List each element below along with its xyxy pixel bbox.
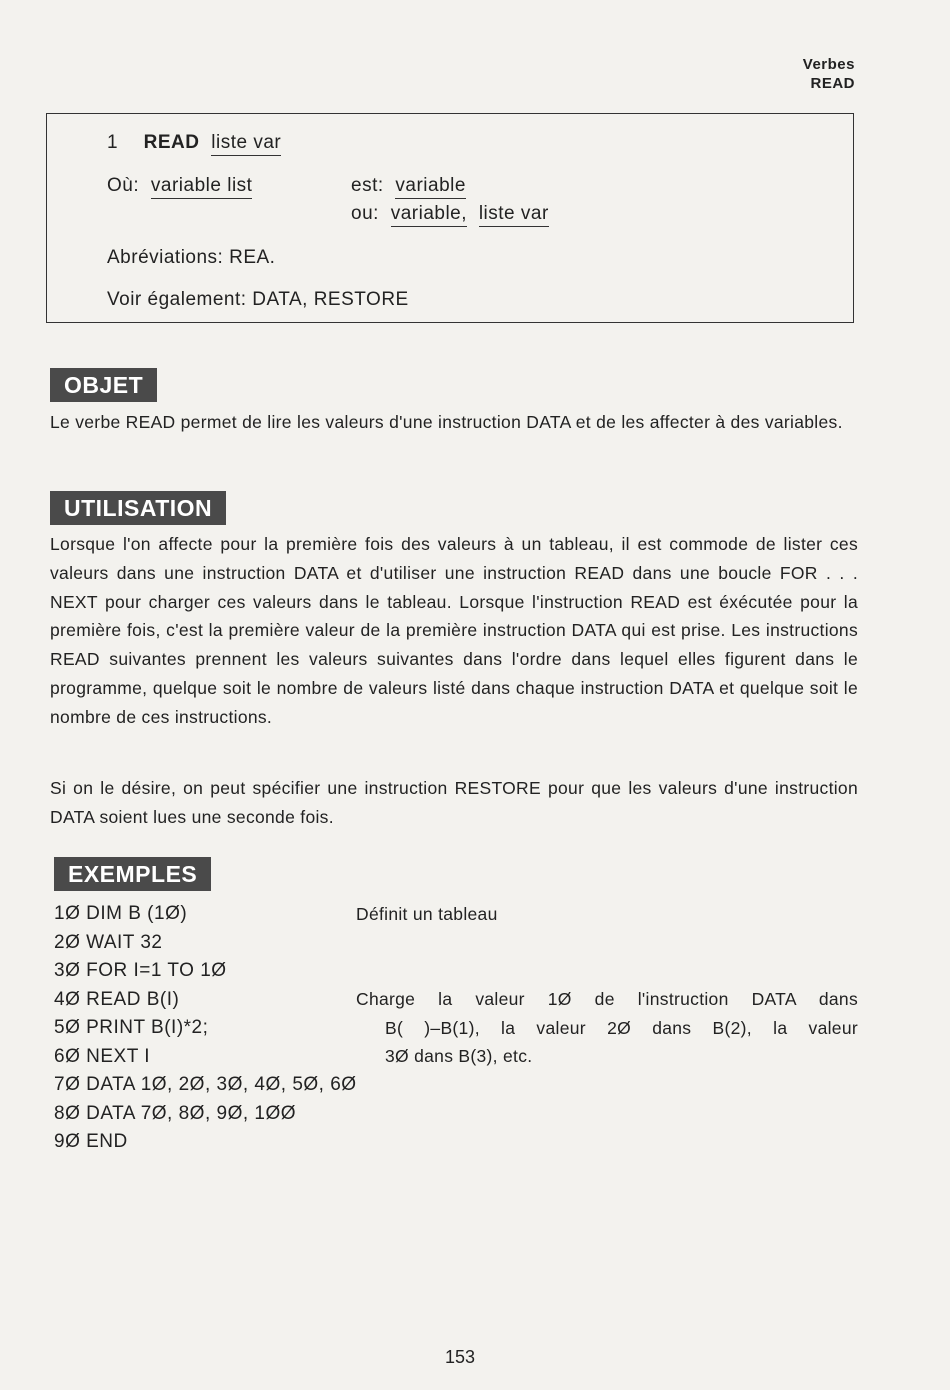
syntax-arg: liste var xyxy=(211,132,281,156)
syntax-est xyxy=(351,175,466,197)
objet-text: Le verbe READ permet de lire les valeurs d'une instruction DATA et de les affecter à des variables. xyxy=(50,412,843,432)
code-line: 4Ø READ B(I) xyxy=(54,988,180,1010)
ou-label: Où: xyxy=(107,175,140,196)
code-line: 1Ø DIM B (1Ø) xyxy=(54,903,188,924)
page-header xyxy=(803,55,855,93)
ou2-value2: liste var xyxy=(479,203,549,227)
code-line: 3Ø FOR I=1 TO 1Ø xyxy=(54,960,227,981)
syntax-keyword: READ xyxy=(143,132,200,153)
code-line: 6Ø NEXT I xyxy=(54,1045,151,1067)
code-line: 7Ø DATA 1Ø, 2Ø, 3Ø, 4Ø, 5Ø, 6Ø xyxy=(54,1074,357,1095)
abbreviations: Abréviations: REA. xyxy=(107,247,276,268)
page-number: 153 xyxy=(444,1347,476,1367)
ou2-value1: variable, xyxy=(391,203,467,227)
utilisation-heading: UTILISATION xyxy=(50,491,226,525)
syntax-ou2 xyxy=(351,203,549,225)
utilisation-paragraph-1: Lorsque l'on affecte pour la première fois des valeurs à un tableau, il est commode de lister ces valeurs dans une instruction DATA et d'utiliser une instruction READ dans une boucle FOR . . . NEXT pour charger ces valeurs dans le tableau. Lorsque l'instruction READ est éxécutée pour la première fois, c'est la première valeur de la première instruction DATA qui est prise. Les instructions READ suivantes prennent les valeurs suivantes dans l'ordre dans lequel elles figurent dans le programme, quelque soit le nombre de valeurs listé dans chaque instruction DATA et quelque soit le nombre de ces instructions. xyxy=(50,534,858,727)
header-section: Verbes xyxy=(802,56,855,73)
ou2-label: ou: xyxy=(351,203,379,224)
syntax-line xyxy=(107,132,281,154)
code-line: 5Ø PRINT B(I)*2; xyxy=(54,1017,209,1038)
header-verb: READ xyxy=(810,75,855,92)
syntax-number: 1 xyxy=(107,132,119,153)
note-line: 3Ø dans B(3), etc. xyxy=(385,1046,533,1066)
est-value: variable xyxy=(395,175,466,199)
note-line: B( )–B(1), la valeur 2Ø dans B(2), la valeur xyxy=(385,1017,858,1038)
note-load-values xyxy=(356,985,858,1071)
code-line: 9Ø END xyxy=(54,1131,128,1152)
note-line: Charge la valeur 1Ø de l'instruction DATA dans xyxy=(356,989,858,1009)
objet-heading: OBJET xyxy=(50,368,157,402)
note-define-array: Définit un tableau xyxy=(356,904,498,924)
syntax-where xyxy=(107,175,252,197)
est-label: est: xyxy=(351,175,384,196)
exemples-heading: EXEMPLES xyxy=(54,857,211,891)
code-listing xyxy=(54,900,357,1157)
code-line: 8Ø DATA 7Ø, 8Ø, 9Ø, 1ØØ xyxy=(54,1102,297,1124)
ou-value: variable list xyxy=(151,175,253,199)
see-also: Voir également: DATA, RESTORE xyxy=(107,289,409,310)
code-line: 2Ø WAIT 32 xyxy=(54,931,163,953)
utilisation-paragraph-2: Si on le désire, on peut spécifier une instruction RESTORE pour que les valeurs d'une instruction DATA soient lues une seconde fois. xyxy=(50,778,858,827)
